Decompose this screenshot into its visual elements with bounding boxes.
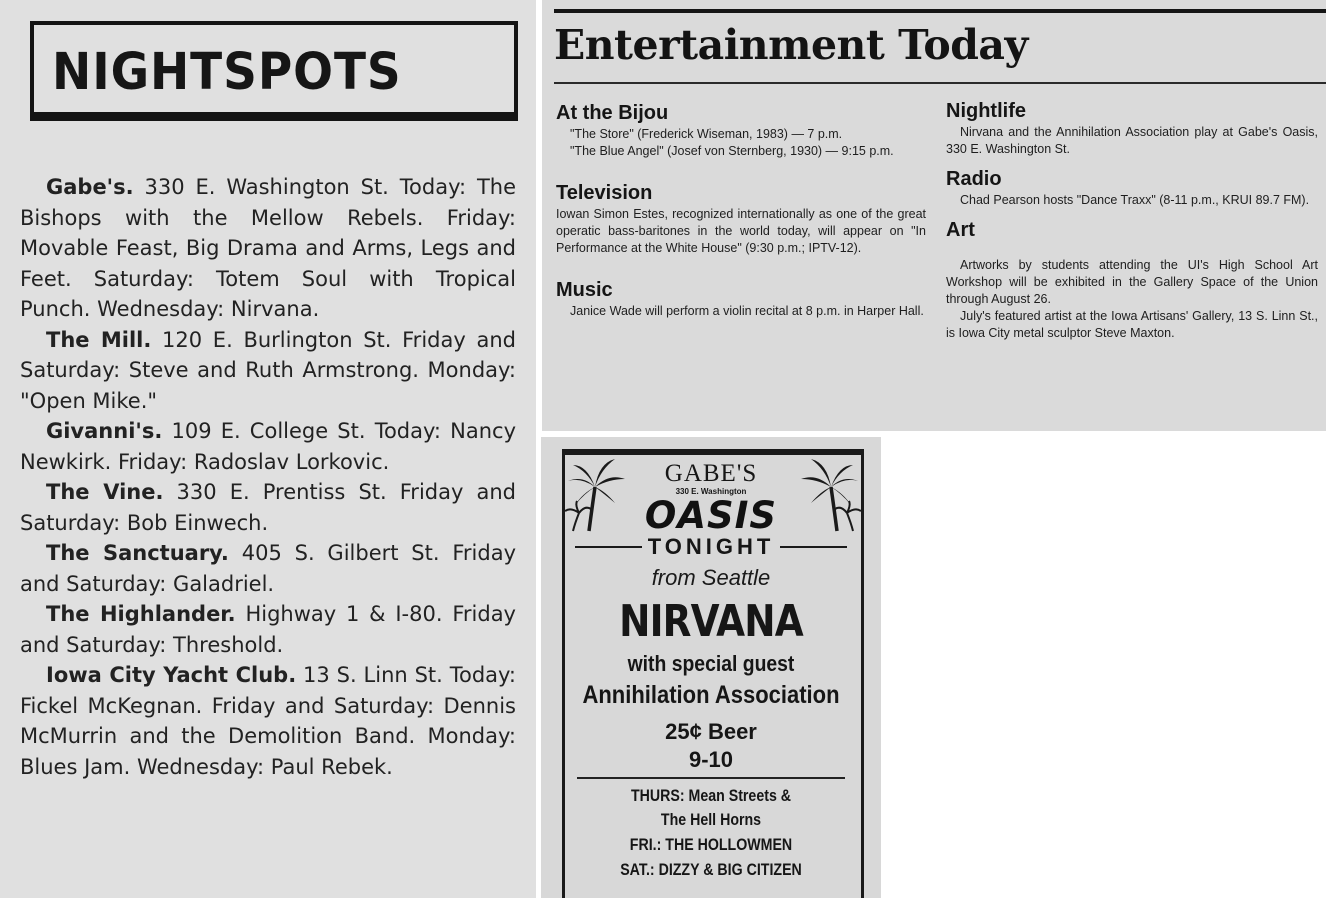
listing-entry — [20, 477, 516, 538]
venue-name: The Vine. — [46, 480, 164, 504]
venue-name: Iowa City Yacht Club. — [46, 663, 297, 687]
nightlife-text: Nirvana and the Annihilation Association play at Gabe's Oasis, 330 E. Washington St. — [946, 125, 1318, 156]
venue-details: 405 S. Gilbert St. Friday and Saturday: Galadriel. — [20, 541, 516, 596]
venue-name: The Highlander. — [46, 602, 236, 626]
radio-heading: Radio — [946, 168, 1002, 190]
television-heading: Television — [556, 182, 653, 204]
schedule-line: SAT.: DIZZY & BIG CITIZEN — [620, 861, 802, 879]
nightspots-title: NIGHTSPOTS — [52, 43, 402, 102]
tonight-rule — [780, 546, 847, 548]
ad-tonight: TONIGHT — [647, 534, 775, 559]
ad-divider — [577, 777, 845, 779]
art-heading: Art — [946, 219, 975, 241]
venue-details: Highway 1 & I-80. Friday and Saturday: Threshold. — [20, 602, 516, 657]
art-text: July's featured artist at the Iowa Artisans' Gallery, 13 S. Linn St., is Iowa City metal sculptor Steve Maxton. — [946, 309, 1318, 340]
nightlife-heading: Nightlife — [946, 100, 1026, 122]
listing-entry — [20, 538, 516, 599]
ad-oasis: OASIS — [644, 494, 778, 537]
ad-venue: GABE'S — [664, 460, 758, 487]
ad-headliner: NIRVANA — [619, 596, 803, 647]
ad-beer-time: 9-10 — [688, 747, 734, 772]
venue-name: The Sanctuary. — [46, 541, 229, 565]
ad-beer: 25¢ Beer — [665, 719, 757, 744]
title-rule — [554, 82, 1326, 84]
tonight-row — [575, 535, 847, 559]
ad-special: with special guest — [627, 651, 795, 676]
bijou-heading: At the Bijou — [556, 102, 669, 124]
listing-entry — [20, 660, 516, 782]
music-heading: Music — [556, 279, 613, 301]
venue-name: The Mill. — [46, 327, 152, 352]
music-text: Janice Wade will perform a violin recital at 8 p.m. in Harper Hall. — [570, 304, 924, 318]
venue-details: 330 E. Prentiss St. Friday and Saturday: Bob Einwech. — [20, 480, 516, 535]
left-column — [556, 100, 926, 320]
venue-details: 120 E. Burlington St. Friday and Saturday: Steve and Ruth Armstrong. Monday: "Open Mike." — [20, 327, 516, 413]
schedule-line: FRI.: THE HOLLOWMEN — [629, 836, 793, 854]
venue-details: 330 E. Washington St. Today: The Bishops with the Mellow Rebels. Friday: Movable Feast, Big Drama and Arms, Legs and Feet. Saturday: Totem Soul with Tropical Punch. Wednesday: Nirvana. — [20, 175, 516, 321]
venue-details: 109 E. College St. Today: Nancy Newkirk. Friday: Radoslav Lorkovic. — [20, 419, 516, 474]
ad-guest: Annihilation Association — [582, 681, 840, 709]
gabes-oasis-ad — [541, 437, 881, 898]
nightspots-title-box — [30, 21, 518, 121]
listing-entry — [20, 325, 516, 417]
nightspots-listings — [20, 172, 516, 782]
nightspots-clipping — [0, 0, 536, 898]
right-column — [946, 98, 1318, 342]
listing-entry — [20, 172, 516, 325]
listing-entry — [20, 416, 516, 477]
entertainment-today-clipping — [542, 0, 1326, 431]
bijou-listing: "The Store" (Frederick Wiseman, 1983) — 7 p.m. — [570, 127, 843, 141]
schedule-line: THURS: Mean Streets & — [630, 787, 792, 805]
schedule-line: The Hell Horns — [660, 811, 762, 829]
top-rule — [554, 9, 1326, 13]
venue-details: 13 S. Linn St. Today: Fickel McKegnan. Friday and Saturday: Dennis McMurrin and the Demolition Band. Monday: Blues Jam. Wednesday: Paul Rebek. — [20, 663, 516, 779]
ad-from: from Seattle — [651, 565, 771, 590]
ad-address: 330 E. Washington — [675, 487, 747, 496]
tonight-rule — [575, 546, 642, 548]
entertainment-title: Entertainment Today — [554, 21, 1028, 69]
television-text: Iowan Simon Estes, recognized internationally as one of the great operatic bass-baritones in the world today, will appear on "In Performance at the White House" (9:30 p.m.; IPTV-12). — [556, 207, 926, 255]
venue-name: Givanni's. — [46, 419, 163, 443]
radio-text: Chad Pearson hosts "Dance Traxx" (8-11 p.m., KRUI 89.7 FM). — [960, 193, 1310, 207]
venue-name: Gabe's. — [46, 175, 134, 199]
art-text: Artworks by students attending the UI's High School Art Workshop will be exhibited in the Gallery Space of the Union through August 26. — [946, 258, 1318, 306]
bijou-listing: "The Blue Angel" (Josef von Sternberg, 1930) — 9:15 p.m. — [570, 144, 894, 158]
listing-entry — [20, 599, 516, 660]
